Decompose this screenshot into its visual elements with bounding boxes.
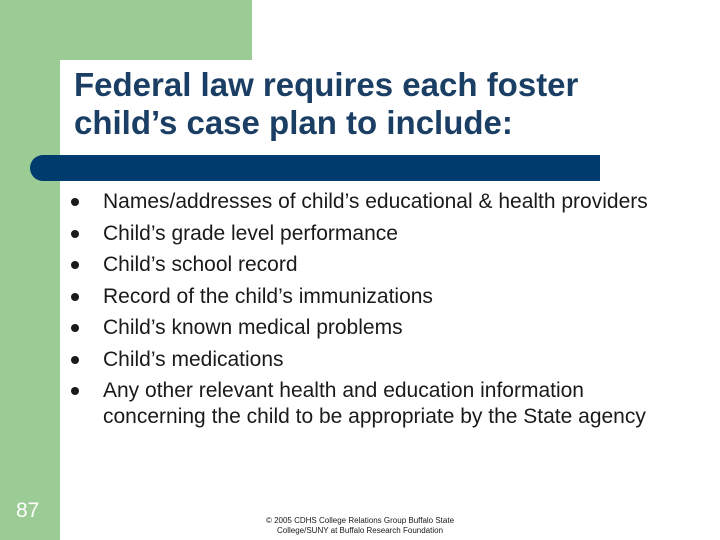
list-item bbox=[68, 378, 668, 430]
bullet-icon bbox=[71, 261, 79, 269]
footer-line-2: College/SUNY at Buffalo Research Foundation bbox=[276, 526, 444, 535]
slide-title: Federal law requires each foster child’s case plan to include: bbox=[74, 66, 579, 141]
list-item-text: Any other relevant health and education information concerning the child to be appropriate by the State agency bbox=[103, 379, 646, 428]
bullet-icon bbox=[71, 387, 79, 395]
list-item bbox=[68, 252, 668, 278]
list-item bbox=[68, 284, 668, 310]
bullet-icon bbox=[71, 356, 79, 364]
list-item bbox=[68, 315, 668, 341]
list-item-text: Child’s medications bbox=[103, 347, 284, 371]
bullet-icon bbox=[71, 230, 79, 238]
list-item-text: Child’s school record bbox=[103, 253, 298, 276]
footer-copyright bbox=[230, 516, 490, 536]
list-item bbox=[68, 347, 668, 373]
list-item bbox=[68, 221, 668, 247]
list-item bbox=[68, 189, 668, 215]
bullet-list bbox=[68, 189, 668, 436]
bullet-icon bbox=[71, 198, 79, 206]
list-item-text: Record of the child’s immunizations bbox=[103, 284, 433, 308]
bullet-icon bbox=[71, 324, 79, 332]
title-underline-bar bbox=[30, 155, 600, 181]
bullet-icon bbox=[71, 293, 79, 301]
slide-number: 87 bbox=[16, 499, 40, 522]
list-item-text: Child’s known medical problems bbox=[103, 316, 403, 339]
decorative-green-sidebar bbox=[0, 0, 60, 540]
footer-line-1: © 2005 CDHS College Relations Group Buffalo State bbox=[265, 516, 455, 525]
list-item-text: Child’s grade level performance bbox=[103, 221, 398, 245]
list-item-text: Names/addresses of child’s educational & health providers bbox=[103, 190, 648, 213]
